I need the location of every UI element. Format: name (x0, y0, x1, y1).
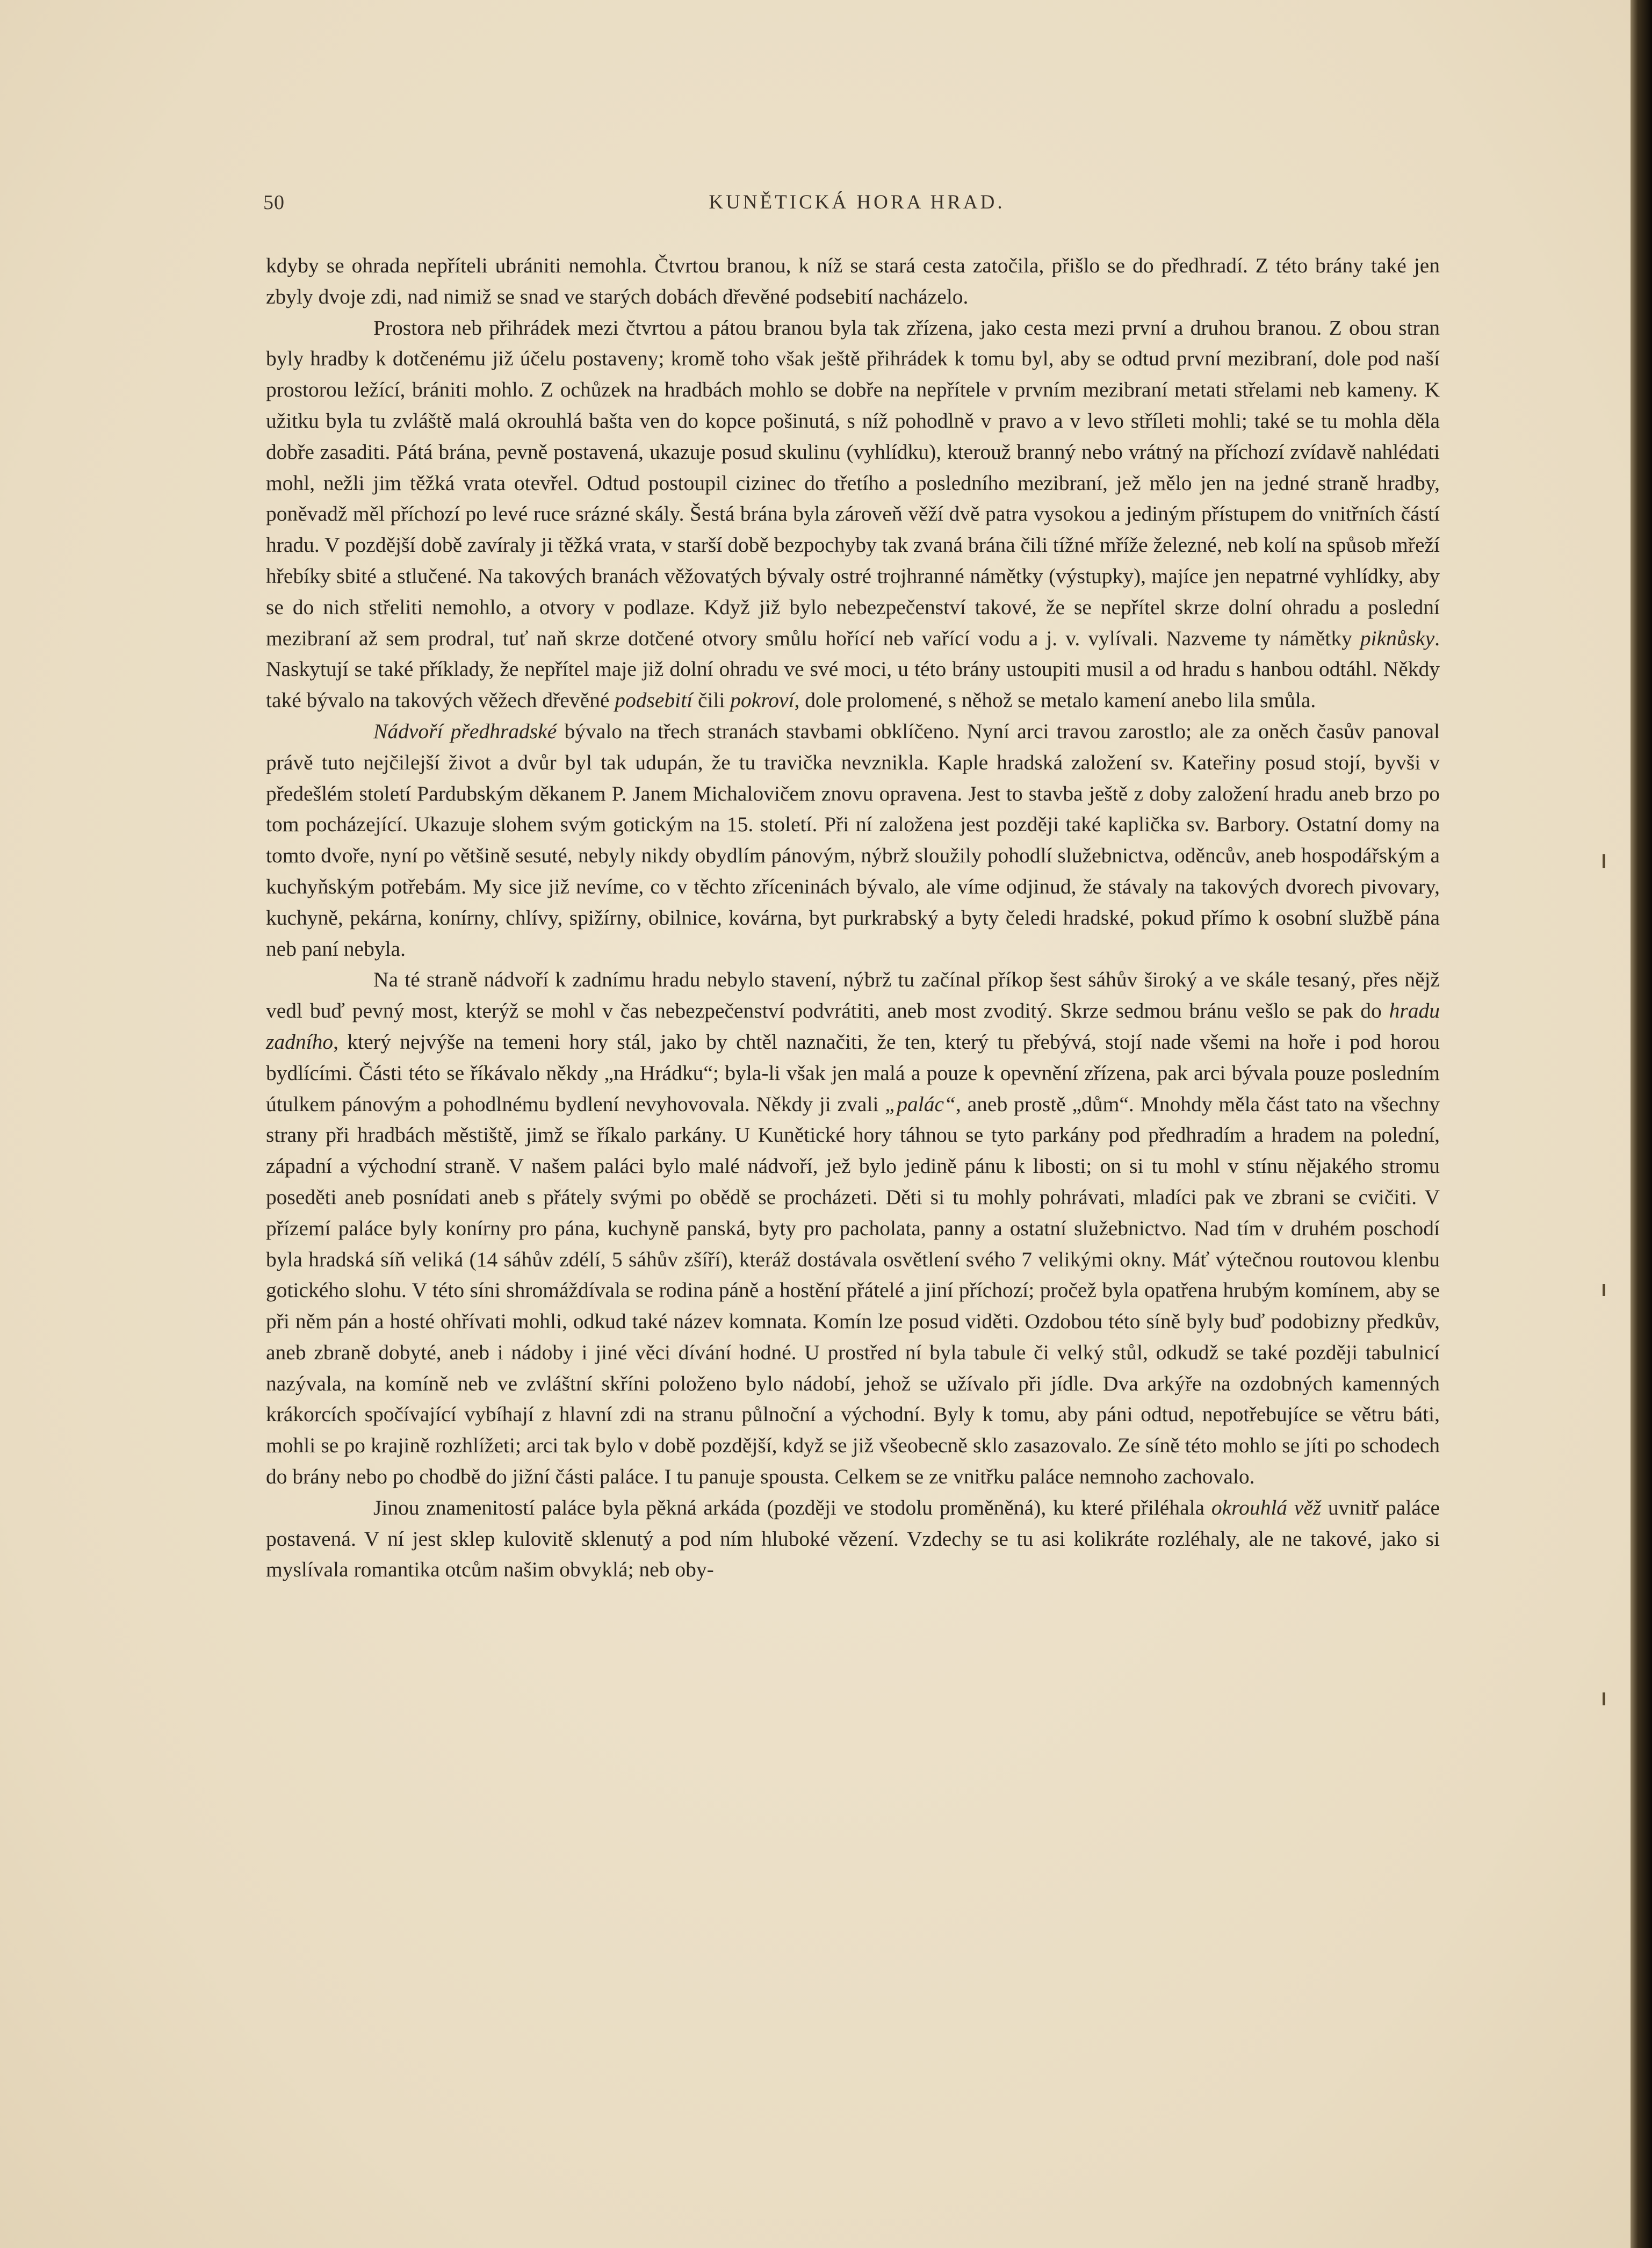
body-text (266, 250, 1440, 1586)
italic-term: podsebití (615, 688, 693, 712)
italic-term: hradu zadního (266, 999, 1440, 1054)
page-title: KUNĚTICKÁ HORA HRAD. (709, 191, 1005, 213)
italic-term: pokroví (730, 688, 795, 712)
running-head (263, 191, 1451, 223)
paragraph-1: kdyby se ohrada nepříteli ubrániti nemohla. Čtvrtou branou, k níž se stará cesta zatočila, přišlo se do předhradí. Z této brány také jen zbyly dvoje zdi, nad nimiž se snad ve starých dobách dřevěné podsebití nacházelo. (266, 254, 1440, 308)
binding-mark (1603, 1284, 1605, 1296)
paragraph-2: Prostora neb přihrádek mezi čtvrtou a pátou branou byla tak zřízena, jako cesta mezi první a druhou branou. Z obou stran byly hradby k dotčenému již účelu postaveny; kromě toho však ještě přihrádek k tomu byl, aby se odtud první mezibraní, dole pod naší prostorou ležící, brániti mohlo. Z ochůzek na hradbách mohlo se dobře na nepřítele v prvním mezibraní metati střelami neb kameny. K užitku byla tu zvláště malá okrouhlá bašta ven do kopce pošinutá, s níž pohodlně v pravo a v levo stříleti mohli; také se tu mohla děla dobře zasaditi. Pátá brána, pevně postavená, ukazuje posud skulinu (vyhlídku), kterouž branný nebo vrátný na příchozí zvídavě nahlédati mohl, nežli jim těžká vrata otevřel. Odtud postoupil cizinec do třetího a posledního mezibraní, jež mělo jen na jedné straně hradby, poněvadž měl příchozí po levé ruce srázné skály. Šestá brána byla zároveň věží dvě patra vysokou a jediným přístupem do vnitřních částí hradu. V pozdější době zavíraly ji těžká vrata, v starší době bezpochyby tak zvaná brána čili tížné mříže železné, neb kolí na spůsob mřeží hřebíky sbité a stlučené. Na takových branách věžovatých bývaly ostré trojhranné námětky (výstupky), majíce jen nepatrné vyhlídky, aby se do nich střeliti nemohlo, a otvory v podlaze. Když již bylo nebezpečenství takové, že se nepřítel skrze dolní ohradu a poslední mezibraní až sem prodral, tuť naň skrze dotčené otvory smůlu hořící neb vařící vodu a j. v. vylívali. Nazveme ty námětky piknůsky. Naskytují se také příklady, že nepřítel maje již dolní ohradu ve své moci, u této brány ustoupiti musil a od hradu s hanbou odtáhl. Někdy také bývalo na takových věžech dřevěné podsebití čili pokroví, dole prolomené, s něhož se metalo kamení anebo lila smůla. (266, 315, 1440, 712)
italic-term: Nádvoří předhradské (373, 719, 557, 743)
italic-term: „palác“ (885, 1092, 956, 1116)
italic-term: piknůsky (1360, 626, 1435, 650)
book-binding-edge (1631, 0, 1652, 2248)
paragraph-3: Nádvoří předhradské bývalo na třech stranách stavbami obklíčeno. Nyní arci travou zarostlo; ale za oněch časův panoval právě tuto nejčilejší život a dvůr byl tak udupán, že tu travička nevznikla. Kaple hradská založení sv. Kateřiny posud stojí, byvši v předešlém století Pardubským děkanem P. Janem Michalovičem znovu opravena. Jest to stavba ještě z doby založení hradu aneb brzo po tom pocházející. Ukazuje slohem svým gotickým na 15. století. Při ní založena jest později také kaplička sv. Barbory. Ostatní domy na tomto dvoře, nyní po většině sesuté, nebyly nikdy obydlím pánovým, nýbrž sloužily pohodlí služebnictva, oděncův, aneb hospodářským a kuchyňským potřebám. My sice již nevíme, co v těchto zříceninách bývalo, ale víme odjinud, že stávaly na takových dvorech pivovary, kuchyně, pekárna, konírny, chlívy, spižírny, obilnice, kovárna, byt purkrabský a byty čeledi hradské, pokud přímo k osobní službě pána neb paní nebyla. (266, 719, 1440, 961)
binding-mark (1603, 1692, 1605, 1705)
binding-mark (1603, 854, 1605, 868)
paragraph-4: Na té straně nádvoří k zadnímu hradu nebylo stavení, nýbrž tu začínal příkop šest sáhův široký a ve skále tesaný, přes nějž vedl buď pevný most, kterýž se mohl v čas nebezpečenství podvrátiti, aneb most zvoditý. Skrze sedmou bránu vešlo se pak do hradu zadního, který nejvýše na temeni hory stál, jako by chtěl naznačiti, že ten, který tu přebývá, stojí nade všemi na hoře i pod horou bydlícími. Části této se říkávalo někdy „na Hrádku“; byla-li však jen malá a pouze k opevnění zřízena, pak arci bývala pouze posledním útulkem pánovým a pohodlnému bydlení nevyhovovala. Někdy ji zvali „palác“, aneb prostě „dům“. Mnohdy měla část tato na všechny strany při hradbách městiště, jimž se říkalo parkány. U Kunětické hory táhnou se tyto parkány pod předhradím a hradem na polední, západní a východní straně. V našem paláci bylo malé nádvoří, jež bylo jedině pánu k libosti; on si tu mohl v stínu nějakého stromu poseděti aneb posnídati aneb s přátely svými po obědě se procházeti. Děti si tu mohly pohrávati, mladíci pak ve zbrani se cvičiti. V přízemí paláce byly konírny pro pána, kuchyně panská, byty pro pacholata, panny a ostatní služebnictvo. Nad tím v druhém poschodí byla hradská síň veliká (14 sáhův zdélí, 5 sáhův zšíří), kteráž dostávala osvětlení svého 7 velikými okny. Máť výtečnou routovou klenbu gotického slohu. V této síni shromáždívala se rodina páně a hostění přátelé a jiní příchozí; pročež byla opatřena hrubým komínem, aby se při něm pán a hosté ohřívati mohli, odkud také název komnata. Komín lze posud viděti. Ozdobou této síně byly buď podobizny předkův, aneb zbraně dobyté, aneb i nádoby i jiné věci dívání hodné. U prostřed ní byla tabule či velký stůl, odkudž se také později tabulnicí nazývala, na komíně neb ve zvláštní skříni položeno bylo nádobí, jehož se užívalo při jídle. Dva arkýře na ozdobných kamenných krákorcích spočívající vybíhají z hlavní zdi na stranu půlnoční a východní. Byly k tomu, aby páni odtud, nepotřebujíce se větru báti, mohli se po krajině rozhlížeti; arci tak bylo v době pozdější, když se již všeobecně sklo zasazovalo. Ze síně této mohlo se jíti po schodech do brány nebo po chodbě do jižní části paláce. I tu panuje spousta. Celkem se ze vnitřku paláce nemnoho zachovalo. (266, 968, 1440, 1489)
italic-term: okrouhlá věž (1211, 1495, 1322, 1519)
page-number: 50 (263, 191, 285, 214)
paragraph-5: Jinou znamenitostí paláce byla pěkná arkáda (později ve stodolu proměněná), ku které přiléhala okrouhlá věž uvnitř paláce postavená. V ní jest sklep kulovitě sklenutý a pod ním hluboké vězení. Vzdechy se tu asi kolikráte rozléhaly, ale ne takové, jako si myslívala romantika otcům našim obvyklá; neb oby- (266, 1495, 1440, 1582)
